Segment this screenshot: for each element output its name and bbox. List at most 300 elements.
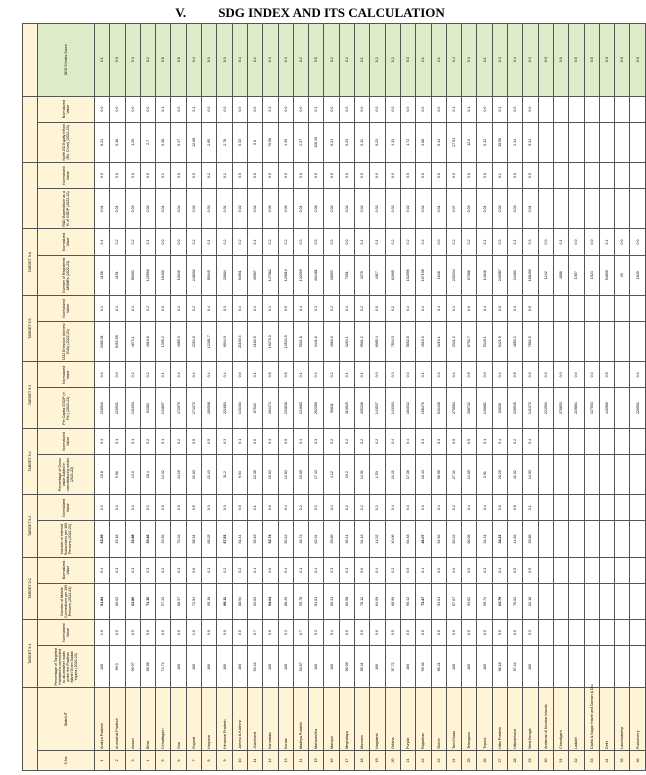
serial-number-cell: 30 (538, 750, 553, 770)
value-cell: 87.67 (446, 583, 461, 619)
value-cell: 0.3 (630, 362, 645, 388)
value-cell: 35 (615, 255, 630, 295)
value-cell: 0.2 (232, 557, 247, 583)
column-header-row (38, 24, 95, 771)
value-cell: 17.43 (309, 454, 324, 494)
serial-number-cell: 17 (339, 750, 354, 770)
column-header: Percentage of Gross Value Added in manufacturing sector (2021-22) (38, 454, 95, 494)
value-cell: 0.0 (339, 620, 354, 646)
value-cell: 0.01 (110, 189, 125, 229)
value-cell: 0.0 (186, 163, 201, 189)
state-name-cell: Bihar (140, 688, 155, 750)
state-name-cell: Madhya Pradesh (293, 688, 308, 750)
value-cell: 246987 (492, 255, 507, 295)
value-cell (584, 583, 599, 619)
value-cell: 45.18 (110, 521, 125, 557)
value-cell: 0.11 (355, 122, 370, 162)
serial-number-cell: 25 (462, 750, 477, 770)
value-cell: 0.0 (125, 163, 140, 189)
column-header: Normalized Value (38, 620, 95, 646)
value-cell (630, 521, 645, 557)
value-cell: 0.2 (446, 229, 461, 255)
value-cell: 13.0 (125, 454, 140, 494)
value-cell: 233836 (278, 388, 293, 428)
value-cell: 0.0 (95, 96, 110, 122)
value-cell: 40.06 (385, 521, 400, 557)
value-cell: 72.94 (186, 583, 201, 619)
value-cell: 100 (171, 646, 186, 688)
target-group-header: TARGET 9.5 (23, 295, 38, 361)
value-cell (599, 620, 614, 646)
value-cell: 102895 (400, 255, 415, 295)
value-cell: 100 (263, 646, 278, 688)
index-score-cell: 0.0 (569, 24, 584, 97)
value-cell: 9.34 (523, 122, 538, 162)
value-cell: 0.0 (477, 620, 492, 646)
value-cell: 21100.4 (232, 322, 247, 362)
value-cell: 0.5 (278, 428, 293, 454)
value-cell: 31.2 (217, 454, 232, 494)
index-score-cell: 0.4 (508, 24, 523, 97)
value-cell: 60.32 (446, 521, 461, 557)
value-cell: 219861 (569, 388, 584, 428)
value-cell: 50.42 (278, 521, 293, 557)
value-cell: 0.0 (156, 295, 171, 321)
table-row (355, 24, 370, 771)
value-cell: 9.03 (232, 454, 247, 494)
table-row (584, 24, 599, 771)
value-cell (615, 322, 630, 362)
serial-number-cell: 18 (355, 750, 370, 770)
table-row (416, 24, 431, 771)
value-cell: 0.02 (247, 189, 262, 229)
value-cell: 0.3 (263, 428, 278, 454)
value-cell: 0.4 (293, 295, 308, 321)
value-cell: 5521.8 (293, 322, 308, 362)
value-cell: 0.4 (278, 557, 293, 583)
value-cell (584, 620, 599, 646)
value-cell: 0.0 (508, 620, 523, 646)
value-cell: 0.3 (324, 229, 339, 255)
value-cell: 0.0 (140, 620, 155, 646)
value-cell (538, 163, 553, 189)
column-header: State/UT (38, 688, 95, 750)
table-row (400, 24, 415, 771)
value-cell: 0.3 (492, 229, 507, 255)
value-cell: 0.3 (95, 495, 110, 521)
value-cell: 100 (202, 646, 217, 688)
value-cell: 0.1 (263, 295, 278, 321)
index-score-cell: 0.4 (446, 24, 461, 97)
value-cell: 0.4 (232, 295, 247, 321)
value-cell: 0.0 (431, 96, 446, 122)
state-name-cell: Chhattisgarh (156, 688, 171, 750)
column-header: Normalized Value (38, 96, 95, 122)
value-cell: 0.3 (538, 362, 553, 388)
value-cell: 0.3 (523, 229, 538, 255)
value-cell: 0.1 (186, 96, 201, 122)
state-name-cell: Dadra & Nagar Haveli and Daman & Diu (584, 688, 599, 750)
table-row (293, 24, 308, 771)
value-cell (615, 454, 630, 494)
index-score-cell: 0.0 (110, 24, 125, 97)
value-cell: 15.56 (492, 122, 507, 162)
section-title: SDG INDEX AND ITS CALCULATION (218, 5, 445, 20)
value-cell: 0.0 (263, 163, 278, 189)
value-cell (630, 295, 645, 321)
value-cell (538, 96, 553, 122)
value-cell (553, 122, 568, 162)
value-cell: 3279 (355, 255, 370, 295)
value-cell: 58.91 (186, 521, 201, 557)
value-cell (538, 295, 553, 321)
table-row (202, 24, 217, 771)
serial-number-cell: 23 (431, 750, 446, 770)
state-name-cell: Tamil Nadu (446, 688, 461, 750)
value-cell: 27.51 (446, 122, 461, 162)
value-cell: 0.3 (110, 557, 125, 583)
serial-number-cell: 24 (446, 750, 461, 770)
value-cell (584, 557, 599, 583)
value-cell (615, 495, 630, 521)
value-cell: 0.0 (400, 96, 415, 122)
value-cell: 0.3 (339, 557, 354, 583)
value-cell: 3441.6 (309, 322, 324, 362)
value-cell: 78.12 (355, 583, 370, 619)
value-cell (538, 557, 553, 583)
value-cell: 0.2 (171, 428, 186, 454)
value-cell: 0.5 (263, 362, 278, 388)
value-cell: 67.51 (217, 521, 232, 557)
value-cell: 0.4 (385, 428, 400, 454)
value-cell (599, 583, 614, 619)
value-cell: 14.32 (156, 454, 171, 494)
value-cell: 0.0 (553, 362, 568, 388)
value-cell: 0.4 (492, 362, 507, 388)
value-cell: 0.0 (171, 495, 186, 521)
value-cell (569, 620, 584, 646)
value-cell: 0.2 (140, 428, 155, 454)
value-cell: 0.4 (370, 557, 385, 583)
value-cell: 0.0 (431, 229, 446, 255)
value-cell: 0.0 (125, 96, 140, 122)
value-cell (538, 583, 553, 619)
value-cell: 0.01 (217, 189, 232, 229)
column-header: Normalized Value (38, 295, 95, 321)
value-cell: 55.78 (293, 583, 308, 619)
value-cell (615, 163, 630, 189)
value-cell: 0.1 (446, 96, 461, 122)
value-cell: 308732 (462, 388, 477, 428)
value-cell: 0.02 (355, 189, 370, 229)
value-cell (538, 322, 553, 362)
column-header: North-ED Equity Inflow (Rs. Crore) (2022-23) (38, 122, 95, 162)
value-cell: 0.3 (217, 295, 232, 321)
value-cell: 147962 (263, 255, 278, 295)
value-cell: 0.1 (370, 229, 385, 255)
state-name-cell: Mizoram (355, 688, 370, 750)
serial-number-cell: 14 (293, 750, 308, 770)
serial-number-cell: 19 (370, 750, 385, 770)
value-cell: 124685 (293, 388, 308, 428)
index-score-cell: 0.5 (156, 24, 171, 97)
value-cell (630, 322, 645, 362)
value-cell: 0.12 (477, 122, 492, 162)
value-cell: 100 (186, 646, 201, 688)
value-cell: 62.18 (523, 583, 538, 619)
value-cell: 0.2 (217, 557, 232, 583)
column-header: Per Capita GSDP (in Rs.) (2022-23) (38, 388, 95, 428)
value-cell: 0.02 (370, 189, 385, 229)
value-cell: 4.12 (324, 454, 339, 494)
state-name-cell: Karnataka (263, 688, 278, 750)
value-cell: 0.0 (431, 620, 446, 646)
value-cell: 76.02 (508, 583, 523, 619)
table-row (569, 24, 584, 771)
value-cell: 4017 (370, 255, 385, 295)
column-header: Number of Mobile Connections per 100 Persons (2022-23) (38, 583, 95, 619)
table-row (263, 24, 278, 771)
value-cell: 0.5 (278, 295, 293, 321)
value-cell: 40567 (247, 255, 262, 295)
value-cell: 2.78 (217, 122, 232, 162)
value-cell (584, 163, 599, 189)
value-cell: 210931 (110, 388, 125, 428)
value-cell: 0.5 (462, 428, 477, 454)
value-cell: 0.0 (477, 163, 492, 189)
value-cell: 24483 (508, 255, 523, 295)
value-cell: 0.2 (370, 495, 385, 521)
state-name-cell: Manipur (324, 688, 339, 750)
value-cell: 0.3 (523, 362, 538, 388)
value-cell: 0.3 (416, 428, 431, 454)
value-cell: 0.3 (95, 428, 110, 454)
value-cell: 0.1 (416, 362, 431, 388)
value-cell: 85045 (202, 255, 217, 295)
serial-number-cell: 35 (615, 750, 630, 770)
value-cell: 0.0 (492, 295, 507, 321)
value-cell: 0.5 (508, 557, 523, 583)
value-cell: 0.5 (125, 620, 140, 646)
value-cell: 85093 (125, 255, 140, 295)
value-cell: 4516.0 (416, 322, 431, 362)
value-cell: 0.0 (569, 229, 584, 255)
value-cell (538, 521, 553, 557)
index-score-cell: 0.2 (324, 24, 339, 97)
value-cell: 88.37 (171, 583, 186, 619)
value-cell: 0.0 (569, 362, 584, 388)
serial-number-cell: 16 (324, 750, 339, 770)
value-cell: 7051 (339, 255, 354, 295)
value-cell (584, 521, 599, 557)
sdg-table-container (22, 23, 640, 771)
value-cell: 0.0 (156, 495, 171, 521)
state-name-cell: Uttarakhand (508, 688, 523, 750)
value-cell: 0.3 (523, 620, 538, 646)
value-cell (630, 163, 645, 189)
value-cell: 56.55 (431, 454, 446, 494)
value-cell: 0.01 (431, 189, 446, 229)
value-cell: 0.0 (293, 96, 308, 122)
column-header: Normalized Value (38, 428, 95, 454)
value-cell: 67088 (462, 255, 477, 295)
value-cell: 0.3 (309, 428, 324, 454)
table-body (95, 24, 646, 771)
value-cell: 0.2 (324, 428, 339, 454)
target-group-header: TARGET 9.1 (23, 620, 38, 688)
value-cell: 205236 (355, 388, 370, 428)
value-cell (599, 163, 614, 189)
value-cell (569, 96, 584, 122)
value-cell (615, 122, 630, 162)
value-cell (538, 454, 553, 494)
value-cell: 74.73 (156, 646, 171, 688)
value-cell: 5349.1 (477, 322, 492, 362)
value-cell: 0.5 (278, 362, 293, 388)
value-cell: 0.3 (400, 362, 415, 388)
value-cell: 0.2 (416, 295, 431, 321)
value-cell: 0.2 (462, 229, 477, 255)
value-cell: 24.21 (385, 454, 400, 494)
value-cell: 0.4 (217, 362, 232, 388)
value-cell: 0.5 (523, 295, 538, 321)
table-row (171, 24, 186, 771)
value-cell: 64561 (232, 255, 247, 295)
value-cell: 0.2 (278, 229, 293, 255)
value-cell: 143303 (385, 388, 400, 428)
index-score-cell: 0.3 (217, 24, 232, 97)
value-cell: 0.0 (293, 163, 308, 189)
value-cell: 0.1 (247, 362, 262, 388)
value-cell: 0.2 (186, 295, 201, 321)
value-cell: 0.0 (171, 620, 186, 646)
value-cell (630, 495, 645, 521)
value-cell: 125566 (140, 255, 155, 295)
serial-number-cell: 2 (110, 750, 125, 770)
serial-number-cell: 34 (599, 750, 614, 770)
value-cell: 0.0 (140, 96, 155, 122)
value-cell: 3321.3 (446, 322, 461, 362)
serial-number-cell: 8 (202, 750, 217, 770)
value-cell: 1.0 (95, 620, 110, 646)
value-cell: 0.5 (385, 620, 400, 646)
value-cell: 100 (309, 646, 324, 688)
value-cell: 0.23 (339, 122, 354, 162)
value-cell (599, 295, 614, 321)
index-score-cell: 0.2 (385, 24, 400, 97)
value-cell: 0.0 (110, 620, 125, 646)
value-cell: 132059 (293, 255, 308, 295)
value-cell: 0.1 (553, 229, 568, 255)
value-cell: 63.79 (492, 583, 507, 619)
value-cell: 12381.7 (202, 322, 217, 362)
value-cell: 14.93 (523, 454, 538, 494)
value-cell: 0.2 (217, 229, 232, 255)
state-name-cell: Himachal Pradesh (217, 688, 232, 750)
value-cell (569, 557, 584, 583)
value-cell: 0.5 (599, 362, 614, 388)
value-cell: 62.74 (263, 521, 278, 557)
value-cell: 0.1 (140, 229, 155, 255)
value-cell: 0.0 (523, 96, 538, 122)
index-score-cell: 0.0 (538, 24, 553, 97)
table-row (309, 24, 324, 771)
value-cell: 4873.1 (125, 322, 140, 362)
value-cell (615, 620, 630, 646)
value-cell (615, 583, 630, 619)
value-cell: 0.0 (385, 163, 400, 189)
value-cell: 0.0 (339, 229, 354, 255)
value-cell: 0.2 (355, 428, 370, 454)
value-cell (599, 322, 614, 362)
value-cell: 0.0 (462, 620, 477, 646)
value-cell: 64.48 (400, 521, 415, 557)
value-cell: 54.13 (355, 521, 370, 557)
value-cell: 0.1 (508, 229, 523, 255)
value-cell: 95.19 (202, 583, 217, 619)
value-cell: 0.3 (110, 495, 125, 521)
value-cell: 0.2 (110, 229, 125, 255)
value-cell: 0.4 (431, 295, 446, 321)
table-row (477, 24, 492, 771)
value-cell: 0.3 (431, 362, 446, 388)
table-row (186, 24, 201, 771)
value-cell: 12.91 (355, 454, 370, 494)
value-cell: 0.0 (370, 295, 385, 321)
value-cell: 0.3 (508, 295, 523, 321)
table-row (538, 24, 553, 771)
value-cell: 0.3 (400, 495, 415, 521)
value-cell: 110925 (339, 388, 354, 428)
value-cell: 0.5 (202, 428, 217, 454)
index-score-cell: 0.3 (125, 24, 140, 97)
value-cell (584, 122, 599, 162)
value-cell: 0.02 (324, 189, 339, 229)
state-name-cell: Rajasthan (416, 688, 431, 750)
value-cell: 14848 (477, 255, 492, 295)
value-cell (538, 189, 553, 229)
value-cell: 0.2 (355, 295, 370, 321)
value-cell: 0.04 (171, 189, 186, 229)
value-cell: 100 (446, 646, 461, 688)
value-cell (553, 428, 568, 454)
value-cell: 143537 (370, 388, 385, 428)
value-cell: 140681 (477, 388, 492, 428)
value-cell: 50.31 (324, 583, 339, 619)
value-cell (599, 646, 614, 688)
serial-number-cell: 12 (263, 750, 278, 770)
value-cell: 63.99 (95, 521, 110, 557)
column-header: Percentage of Targeted Habitations connected to all-weather roads under the Pradhan Mantri Gram Sadak Yojana (2022-23) (38, 646, 95, 688)
value-cell: 133897 (156, 388, 171, 428)
value-cell: 0.1 (293, 362, 308, 388)
table-row (156, 24, 171, 771)
value-cell (630, 428, 645, 454)
value-cell: 0.1 (156, 362, 171, 388)
index-score-cell: 0.2 (140, 24, 155, 97)
value-cell: 12.6 (462, 122, 477, 162)
index-score-cell: 0.2 (370, 24, 385, 97)
serial-number-cell: 22 (416, 750, 431, 770)
value-cell: 0.3 (140, 557, 155, 583)
state-name-cell: Meghalaya (339, 688, 354, 750)
table-row (615, 24, 630, 771)
value-cell (615, 557, 630, 583)
value-cell (599, 454, 614, 494)
target-group-header: TARGET 9.A (23, 229, 38, 295)
value-cell: 0.4 (462, 495, 477, 521)
state-name-cell: Haryana (202, 688, 217, 750)
